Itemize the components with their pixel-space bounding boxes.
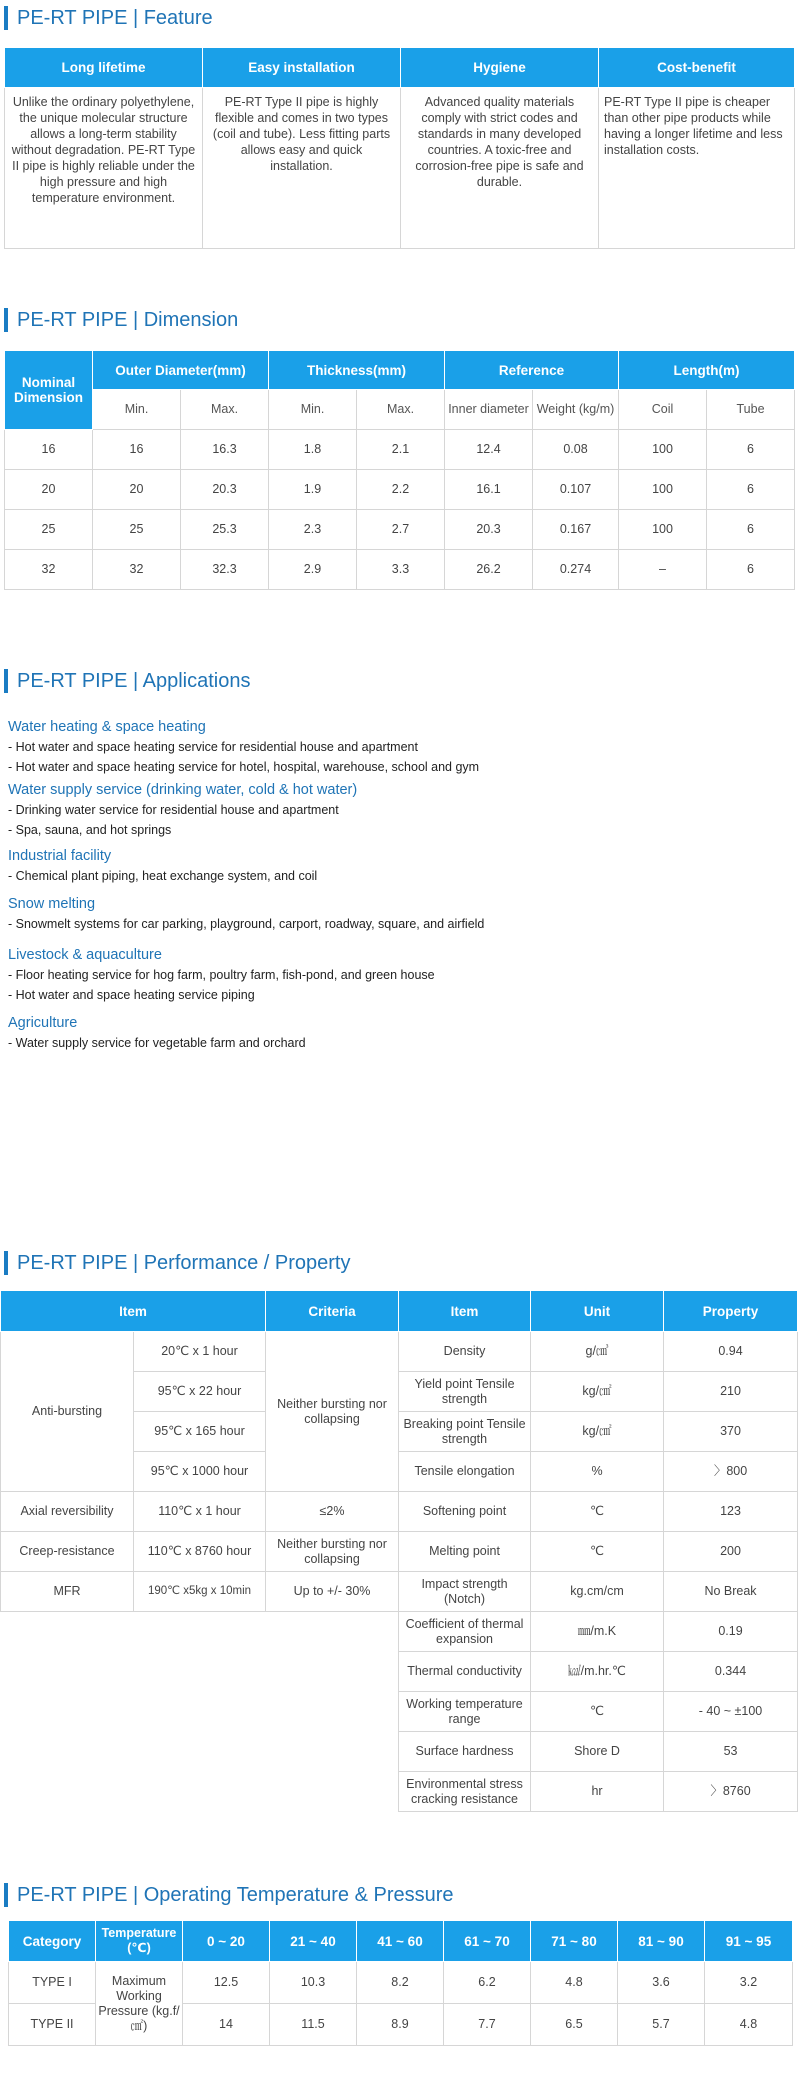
oper-header-temperature: Temperature (℃) (96, 1921, 183, 1962)
performance-section-title: PE-RT PIPE | Performance / Property (4, 1251, 350, 1275)
oper-value: 4.8 (705, 2004, 793, 2046)
feature-table (4, 47, 795, 249)
dimension-cell: 2.3 (269, 510, 357, 550)
oper-value: 7.7 (444, 2004, 531, 2046)
oper-value: 11.5 (270, 2004, 357, 2046)
application-item: - Chemical plant piping, heat exchange system, and coil (8, 869, 318, 883)
perf-empty (1, 1772, 399, 1812)
oper-header-range: 0 ~ 20 (183, 1921, 270, 1962)
oper-header-range: 61 ~ 70 (444, 1921, 531, 1962)
dim-header-reference: Reference (445, 351, 619, 390)
dimension-cell: 0.274 (533, 550, 619, 590)
applications-section-title: PE-RT PIPE | Applications (4, 669, 250, 693)
feature-header: Cost-benefit (599, 48, 795, 88)
oper-value: 12.5 (183, 1962, 270, 2004)
oper-value: 4.8 (531, 1962, 618, 2004)
dim-subheader: Weight (kg/m) (533, 390, 619, 430)
application-item: - Water supply service for vegetable farm and orchard (8, 1036, 306, 1050)
application-group (8, 895, 484, 934)
dim-subheader: Max. (181, 390, 269, 430)
dimension-cell: 6 (707, 470, 795, 510)
prop-item: Surface hardness (399, 1732, 531, 1772)
prop-unit: kg.cm/cm (531, 1572, 664, 1612)
prop-item: Impact strength (Notch) (399, 1572, 531, 1612)
application-item: - Spa, sauna, and hot springs (8, 823, 172, 837)
prop-item: Tensile elongation (399, 1452, 531, 1492)
prop-value: 210 (664, 1372, 798, 1412)
dimension-cell: 6 (707, 430, 795, 470)
perf-anti-bursting: Anti-bursting (1, 1332, 134, 1492)
perf-condition: 110℃ x 1 hour (134, 1492, 266, 1532)
prop-value: 370 (664, 1412, 798, 1452)
application-item: - Drinking water service for residential house and apartment (8, 803, 339, 817)
dimension-row (5, 470, 795, 510)
dimension-cell: 16 (5, 430, 93, 470)
dimension-cell: 2.7 (357, 510, 445, 550)
dim-subheader: Tube (707, 390, 795, 430)
application-group (8, 781, 357, 840)
perf-criteria: Neither bursting nor collapsing (266, 1332, 399, 1492)
dim-subheader: Max. (357, 390, 445, 430)
oper-header-range: 91 ~ 95 (705, 1921, 793, 1962)
application-title: Snow melting (8, 896, 96, 912)
performance-table (0, 1290, 798, 1812)
dimension-cell: 25 (5, 510, 93, 550)
dimension-cell: 0.08 (533, 430, 619, 470)
oper-pressure-label: Maximum Working Pressure (kg.f/㎠) (96, 1962, 183, 2046)
dimension-cell: 20.3 (445, 510, 533, 550)
application-group (8, 946, 435, 1005)
prop-item: Breaking point Tensile strength (399, 1412, 531, 1452)
feature-text: Unlike the ordinary polyethylene, the unique molecular structure allows a long-term stability without degradation. PE-RT Type II pipe is highly reliable under the high pressure and high temperature environment. (5, 88, 203, 249)
prop-item: Melting point (399, 1532, 531, 1572)
prop-unit: g/㎤ (531, 1332, 664, 1372)
prop-unit: ㎜/m.K (531, 1612, 664, 1652)
operating-table (8, 1920, 793, 2046)
oper-value: 6.2 (444, 1962, 531, 2004)
perf-header-item2: Item (399, 1291, 531, 1332)
oper-category: TYPE I (9, 1962, 96, 2004)
feature-text: PE-RT Type II pipe is cheaper than other pipe products while having a longer lifetime and less installation costs. (599, 88, 795, 249)
feature-header: Long lifetime (5, 48, 203, 88)
prop-item: Thermal conductivity (399, 1652, 531, 1692)
prop-value: 200 (664, 1532, 798, 1572)
oper-value: 3.6 (618, 1962, 705, 2004)
prop-value: 0.19 (664, 1612, 798, 1652)
oper-header-range: 41 ~ 60 (357, 1921, 444, 1962)
oper-header-category: Category (9, 1921, 96, 1962)
perf-condition: 95℃ x 165 hour (134, 1412, 266, 1452)
prop-unit: ㎉/m.hr.℃ (531, 1652, 664, 1692)
prop-unit: Shore D (531, 1732, 664, 1772)
dimension-cell: 16.1 (445, 470, 533, 510)
prop-value: 0.94 (664, 1332, 798, 1372)
oper-value: 6.5 (531, 2004, 618, 2046)
dimension-cell: 1.9 (269, 470, 357, 510)
perf-condition: 20℃ x 1 hour (134, 1332, 266, 1372)
application-title: Water supply service (drinking water, cold & hot water) (8, 782, 358, 798)
prop-unit: ℃ (531, 1532, 664, 1572)
application-group (8, 718, 479, 777)
prop-value: No Break (664, 1572, 798, 1612)
application-title: Livestock & aquaculture (8, 947, 162, 963)
prop-value: 〉8760 (664, 1772, 798, 1812)
prop-item: Softening point (399, 1492, 531, 1532)
dimension-cell: 3.3 (357, 550, 445, 590)
dimension-cell: 20 (5, 470, 93, 510)
perf-condition: 95℃ x 22 hour (134, 1372, 266, 1412)
dim-subheader: Min. (93, 390, 181, 430)
prop-value: 0.344 (664, 1652, 798, 1692)
application-title: Agriculture (8, 1015, 78, 1031)
prop-item: Coefficient of thermal expansion (399, 1612, 531, 1652)
perf-criteria: ≤2% (266, 1492, 399, 1532)
perf-condition: 190℃ x5kg x 10min (134, 1572, 266, 1612)
oper-header-range: 81 ~ 90 (618, 1921, 705, 1962)
feature-header: Easy installation (203, 48, 401, 88)
perf-header-unit: Unit (531, 1291, 664, 1332)
dimension-cell: 32 (93, 550, 181, 590)
prop-item: Density (399, 1332, 531, 1372)
prop-unit: hr (531, 1772, 664, 1812)
dim-subheader: Coil (619, 390, 707, 430)
dimension-section-title: PE-RT PIPE | Dimension (4, 308, 238, 332)
oper-value: 5.7 (618, 2004, 705, 2046)
dimension-cell: 6 (707, 510, 795, 550)
oper-value: 8.2 (357, 1962, 444, 2004)
perf-condition: 110℃ x 8760 hour (134, 1532, 266, 1572)
dimension-cell: 1.8 (269, 430, 357, 470)
perf-mfr: MFR (1, 1572, 134, 1612)
dimension-cell: 20 (93, 470, 181, 510)
perf-header-item: Item (1, 1291, 266, 1332)
perf-empty (1, 1612, 399, 1652)
prop-item: Environmental stress cracking resistance (399, 1772, 531, 1812)
prop-value: 53 (664, 1732, 798, 1772)
dim-header-outer: Outer Diameter(mm) (93, 351, 269, 390)
prop-unit: kg/㎠ (531, 1372, 664, 1412)
application-item: - Hot water and space heating service for residential house and apartment (8, 740, 418, 754)
dimension-cell: 100 (619, 430, 707, 470)
feature-text: PE-RT Type II pipe is highly flexible and comes in two types (coil and tube). Less fitting parts allows easy and quick installation. (203, 88, 401, 249)
prop-value: 〉800 (664, 1452, 798, 1492)
dimension-row (5, 550, 795, 590)
feature-section-title: PE-RT PIPE | Feature (4, 6, 213, 30)
application-item: - Snowmelt systems for car parking, playground, carport, roadway, square, and airfield (8, 917, 485, 931)
prop-value: 123 (664, 1492, 798, 1532)
feature-text: Advanced quality materials comply with strict codes and standards in many developed countries. A toxic-free and corrosion-free pipe is safe and durable. (401, 88, 599, 249)
perf-condition: 95℃ x 1000 hour (134, 1452, 266, 1492)
dimension-cell: 16 (93, 430, 181, 470)
application-item: - Hot water and space heating service for hotel, hospital, warehouse, school and gym (8, 760, 480, 774)
dimension-cell: 2.2 (357, 470, 445, 510)
perf-empty (1, 1652, 399, 1692)
dimension-cell: 16.3 (181, 430, 269, 470)
dimension-cell: 100 (619, 510, 707, 550)
oper-value: 10.3 (270, 1962, 357, 2004)
dimension-cell: 0.107 (533, 470, 619, 510)
dim-subheader: Inner diameter (445, 390, 533, 430)
prop-unit: kg/㎠ (531, 1412, 664, 1452)
dimension-cell: – (619, 550, 707, 590)
dimension-cell: 12.4 (445, 430, 533, 470)
dimension-cell: 20.3 (181, 470, 269, 510)
dimension-row (5, 430, 795, 470)
application-item: - Floor heating service for hog farm, poultry farm, fish-pond, and green house (8, 968, 435, 982)
dimension-cell: 6 (707, 550, 795, 590)
dimension-cell: 26.2 (445, 550, 533, 590)
application-group (8, 847, 317, 886)
prop-item: Working temperature range (399, 1692, 531, 1732)
dimension-cell: 25.3 (181, 510, 269, 550)
oper-category: TYPE II (9, 2004, 96, 2046)
operating-section-title: PE-RT PIPE | Operating Temperature & Pressure (4, 1883, 454, 1907)
dimension-cell: 32 (5, 550, 93, 590)
prop-unit: ℃ (531, 1692, 664, 1732)
prop-unit: ℃ (531, 1492, 664, 1532)
application-group (8, 1014, 306, 1053)
perf-empty (1, 1732, 399, 1772)
perf-axial: Axial reversibility (1, 1492, 134, 1532)
application-title: Water heating & space heating (8, 719, 206, 735)
perf-creep: Creep-resistance (1, 1532, 134, 1572)
dimension-cell: 0.167 (533, 510, 619, 550)
dimension-table (4, 350, 795, 590)
dimension-cell: 2.9 (269, 550, 357, 590)
dimension-body (5, 430, 795, 590)
perf-empty (1, 1692, 399, 1732)
oper-header-range: 21 ~ 40 (270, 1921, 357, 1962)
perf-criteria: Neither bursting nor collapsing (266, 1532, 399, 1572)
dim-header-length: Length(m) (619, 351, 795, 390)
prop-unit: % (531, 1452, 664, 1492)
dim-subheader: Min. (269, 390, 357, 430)
perf-header-property: Property (664, 1291, 798, 1332)
oper-value: 14 (183, 2004, 270, 2046)
application-item: - Hot water and space heating service piping (8, 988, 255, 1002)
oper-value: 8.9 (357, 2004, 444, 2046)
dim-header-nominal: Nominal Dimension (5, 351, 93, 430)
feature-header: Hygiene (401, 48, 599, 88)
dimension-cell: 100 (619, 470, 707, 510)
dimension-row (5, 510, 795, 550)
perf-header-criteria: Criteria (266, 1291, 399, 1332)
dimension-cell: 32.3 (181, 550, 269, 590)
dim-header-thickness: Thickness(mm) (269, 351, 445, 390)
oper-header-range: 71 ~ 80 (531, 1921, 618, 1962)
oper-value: 3.2 (705, 1962, 793, 2004)
application-title: Industrial facility (8, 848, 112, 864)
prop-value: - 40 ~ ±100 (664, 1692, 798, 1732)
perf-criteria: Up to +/- 30% (266, 1572, 399, 1612)
prop-item: Yield point Tensile strength (399, 1372, 531, 1412)
dimension-cell: 2.1 (357, 430, 445, 470)
dimension-cell: 25 (93, 510, 181, 550)
